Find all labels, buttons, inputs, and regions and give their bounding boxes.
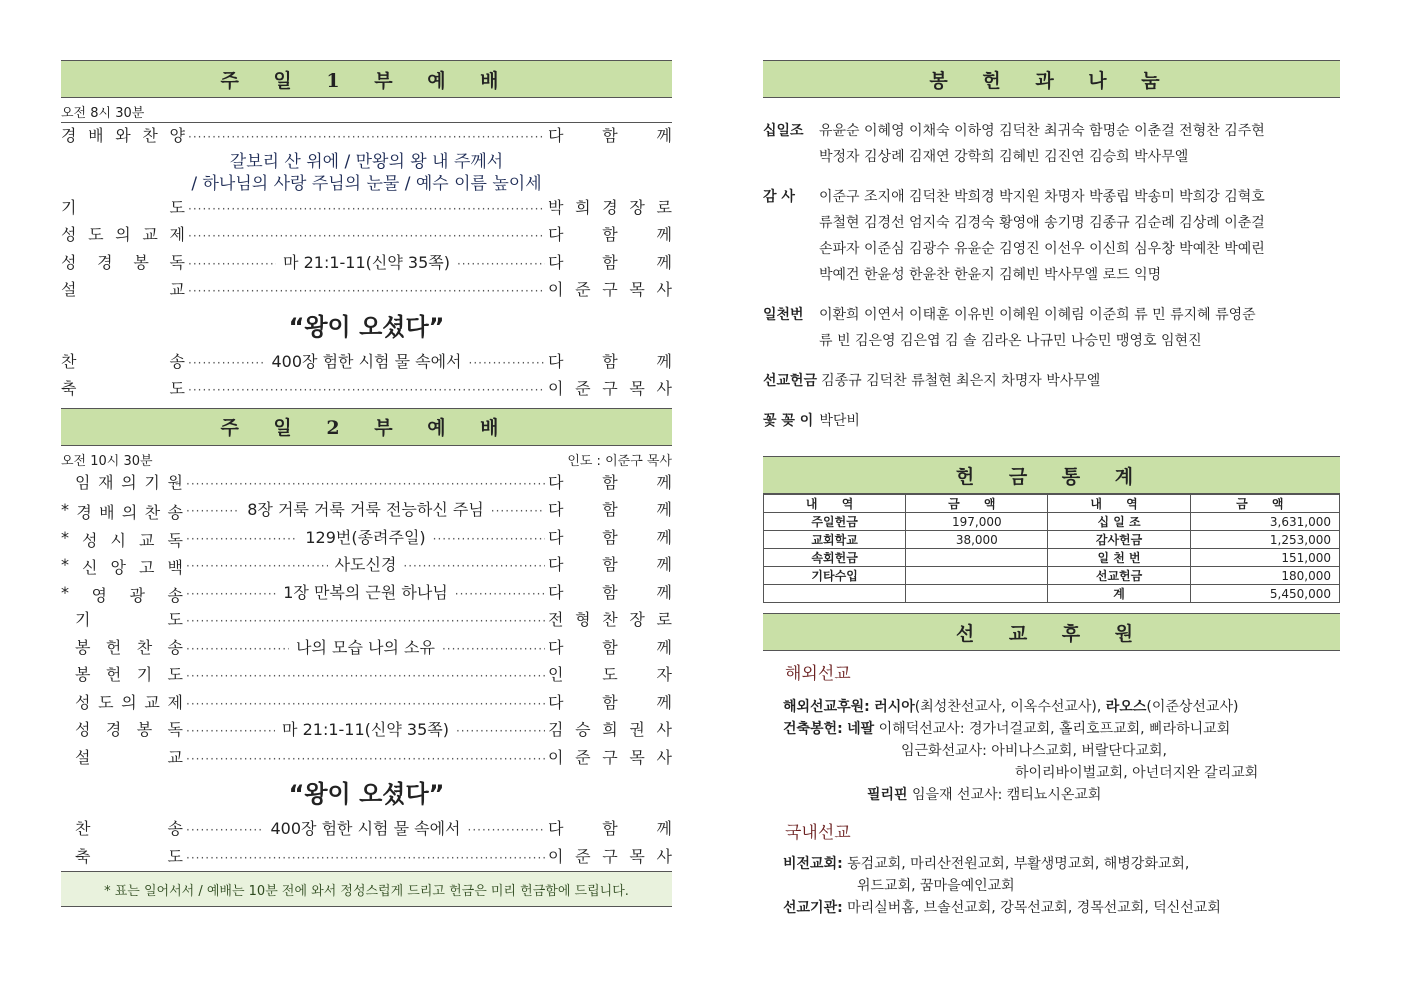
domestic-line-2: 위드교회, 꿈마을예인교회 [857, 878, 1015, 894]
table-cell: 속회헌금 [764, 549, 906, 567]
giving-list [763, 118, 1340, 434]
overseas-line-3: 임근화선교사: 아비나스교회, 버랄단다교회, [901, 743, 1167, 759]
leader-dots [186, 697, 545, 711]
service2-leader: 인도 : 이준구 목사 [567, 453, 672, 469]
tithe-names-2: 박정자 김상례 김재연 강학희 김혜빈 김진연 김승희 박사무엘 [819, 149, 1189, 165]
table-header-cell: 내 역 [764, 495, 906, 513]
order-label: 봉 헌 기 도 [75, 665, 183, 684]
leader-dots [188, 383, 545, 397]
order-detail: 마 21:1-11(신약 35쪽) [282, 720, 449, 739]
order-label: 찬 송 [75, 819, 183, 838]
order-person: 이 준 구 목 사 [548, 379, 672, 398]
tithe-label: 십일조 [763, 123, 804, 139]
leader-dots [455, 587, 545, 601]
order-label: 임 재 의 기 원 [75, 472, 183, 492]
leader-dots [469, 356, 546, 370]
leader-dots [186, 823, 264, 837]
giving-row-thanks [763, 184, 1340, 210]
flower-label: 꽃 꽂 이 [763, 413, 814, 429]
order-label: 성 도 의 교 제 [75, 692, 183, 712]
order-person: 다 함 께 [548, 555, 673, 574]
leader-dots [186, 559, 328, 573]
order-person: 이 준 구 목 사 [548, 280, 672, 299]
order-label: 찬 송 [61, 351, 185, 371]
praise-lyric-1: 갈보리 산 위에 / 만왕의 왕 내 주께서 [229, 151, 504, 172]
order-person: 다 함 께 [548, 692, 672, 712]
overseas-line-1: 해외선교후원: 러시아(최성찬선교사, 이옥수선교사), 라오스(이준상선교사) [783, 699, 1239, 715]
order-row [61, 844, 672, 872]
order-row [61, 525, 672, 553]
onethousand-label: 일천번 [763, 307, 804, 323]
leader-dots [188, 229, 545, 243]
leader-dots [186, 477, 545, 491]
order-row [61, 552, 672, 580]
table-cell: 십 일 조 [1048, 513, 1190, 531]
order-person: 다 함 께 [548, 351, 672, 371]
order-person: 인 도 자 [548, 665, 672, 684]
offering-stats-table [763, 494, 1340, 603]
mission-offering-names: 김종규 김덕찬 류철현 최은지 차명자 박사무엘 [821, 373, 1101, 389]
order-label: * 영 광 송 [61, 582, 183, 605]
table-cell: 계 [1048, 585, 1190, 603]
order-detail: 8장 거룩 거룩 거룩 전능하신 주님 [247, 500, 484, 519]
order-label: 설 교 [75, 747, 183, 767]
domestic-line-3: 선교기관: 마리실버홈, 브솔선교회, 강목선교회, 경목선교회, 덕신선교회 [783, 900, 1221, 916]
giving-row-onethousand [763, 302, 1340, 328]
order-row [61, 376, 672, 404]
order-label: * 신 앙 고 백 [61, 555, 183, 577]
giving-title: 봉 헌 과 나 눔 [763, 60, 1340, 98]
order-row [61, 277, 672, 305]
table-row [764, 531, 1340, 549]
service2-time: 오전 10시 30분 [61, 453, 153, 469]
order-person: 다 함 께 [548, 126, 672, 145]
table-row [764, 567, 1340, 585]
notice-bar: * 표는 일어서서 / 예배는 10분 전에 와서 정성스럽게 드리고 헌금은 미리 헌금함에 드립니다. [61, 871, 672, 907]
table-header-cell: 금 액 [906, 495, 1048, 513]
order-label: 성 경 봉 독 [61, 252, 185, 272]
order-row [61, 662, 672, 690]
leader-dots [186, 752, 545, 766]
order-row [61, 195, 672, 223]
tithe-names-1: 유윤순 이혜영 이채숙 이하영 김덕찬 최귀숙 함명순 이춘걸 전형찬 김주현 [819, 123, 1265, 139]
order-label: 축 도 [75, 846, 183, 866]
table-cell: 일 천 번 [1048, 549, 1190, 567]
order-label: 성 경 봉 독 [75, 720, 183, 739]
table-cell: 151,000 [1190, 549, 1339, 567]
order-person: 김 승 희 권 사 [548, 720, 672, 739]
leader-dots [188, 130, 545, 144]
overseas-line-5: 필리핀 임을재 선교사: 캠티뇨시온교회 [867, 787, 1102, 803]
table-cell [906, 585, 1048, 603]
leader-dots [403, 559, 545, 573]
order-person: 전 형 찬 장 로 [548, 610, 672, 629]
leader-dots [491, 504, 545, 518]
leader-dots [456, 724, 545, 738]
onethousand-names-1: 이환희 이연서 이태훈 이유빈 이혜원 이혜림 이준희 류 민 류지혜 류영준 [819, 307, 1256, 323]
order-person: 이 준 구 목 사 [548, 846, 672, 866]
table-cell: 5,450,000 [1190, 585, 1339, 603]
table-cell: 38,000 [906, 531, 1048, 549]
order-row [61, 635, 672, 663]
leader-dots [468, 823, 546, 837]
service1-title: 주 일 1 부 예 배 [61, 60, 672, 98]
domestic-mission-list [783, 853, 1340, 919]
table-cell: 감사헌금 [1048, 531, 1190, 549]
leader-dots [188, 257, 276, 271]
order-row [61, 250, 672, 278]
giving-row-mission [763, 368, 1340, 394]
table-header-cell: 내 역 [1048, 495, 1190, 513]
leader-dots [186, 614, 545, 628]
service1-time: 오전 8시 30분 [61, 106, 145, 121]
table-header-row [764, 495, 1340, 513]
table-cell: 197,000 [906, 513, 1048, 531]
order-row [61, 745, 672, 773]
order-person: 다 함 께 [548, 527, 672, 547]
order-detail: 400장 험한 시험 물 속에서 [270, 819, 461, 838]
service1-subheader [61, 102, 672, 123]
table-cell: 1,253,000 [1190, 531, 1339, 549]
order-row [61, 497, 672, 525]
order-row [61, 470, 672, 498]
mission-offering-label: 선교헌금 [763, 373, 818, 389]
service1-order-part1 [61, 123, 672, 151]
leader-dots [186, 642, 289, 656]
order-person: 다 함 께 [548, 819, 672, 838]
table-body [764, 513, 1340, 603]
order-label: * 경 배 의 찬 송 [61, 500, 183, 522]
leader-dots [186, 532, 298, 546]
service1-order-part3 [61, 349, 672, 404]
order-detail: 마 21:1-11(신약 35쪽) [283, 252, 450, 272]
order-detail: 1장 만복의 근원 하나님 [283, 582, 448, 602]
table-cell [764, 585, 906, 603]
service2-order-part1 [61, 470, 672, 773]
stats-title: 헌 금 통 계 [763, 456, 1340, 494]
thanks-names-2: 류철현 김경선 엄지숙 김경숙 황영애 송기명 김종규 김순례 김상례 이춘걸 [819, 215, 1265, 231]
onethousand-names-2: 류 빈 김은영 김은엽 김 솔 김라온 나규민 나승민 맹영호 임현진 [819, 333, 1202, 349]
right-column [763, 60, 1340, 919]
thanks-names-1: 이준구 조지애 김덕찬 박희경 박지원 차명자 박종립 박송미 박희강 김혁호 [819, 189, 1265, 205]
thanks-names-3: 손파자 이준심 김광수 유윤순 김영진 이선우 이신희 심우창 박예찬 박예린 [819, 241, 1265, 257]
giving-row-flower [763, 408, 1340, 434]
order-person: 다 함 께 [548, 582, 673, 602]
leader-dots [188, 356, 265, 370]
order-label: * 성 시 교 독 [61, 527, 183, 550]
order-person: 다 함 께 [548, 500, 673, 519]
leader-dots [433, 532, 545, 546]
order-row [61, 690, 672, 718]
leader-dots [188, 202, 545, 216]
order-label: 봉 헌 찬 송 [75, 637, 183, 657]
leader-dots [442, 642, 545, 656]
order-person: 이 준 구 목 사 [548, 747, 672, 767]
order-person: 다 함 께 [548, 252, 672, 272]
giving-row-tithe [763, 118, 1340, 144]
missions-title: 선 교 후 원 [763, 613, 1340, 651]
service2-order-part2 [61, 816, 672, 871]
leader-dots [457, 257, 545, 271]
order-label: 기 도 [75, 610, 183, 629]
order-row [61, 717, 672, 745]
table-cell: 180,000 [1190, 567, 1339, 585]
domestic-line-1: 비전교회: 동검교회, 마리산전원교회, 부활생명교회, 해병강화교회, [783, 856, 1190, 872]
table-cell: 3,631,000 [1190, 513, 1339, 531]
leader-dots [186, 504, 240, 518]
service2-title: 주 일 2 부 예 배 [61, 408, 672, 446]
thanks-names-4: 박예건 한윤성 한윤찬 한윤지 김혜빈 박사무엘 로드 익명 [819, 267, 1162, 283]
leader-dots [186, 669, 545, 683]
order-label: 경 배 와 찬 양 [61, 126, 185, 145]
table-cell [906, 549, 1048, 567]
service1-order-part2 [61, 195, 672, 305]
table-cell: 기타수입 [764, 567, 906, 585]
service2-sermon-title: “왕이 오셨다” [288, 780, 445, 808]
order-person: 다 함 께 [548, 225, 672, 244]
order-label: 성 도 의 교 제 [61, 225, 185, 244]
leader-dots [186, 587, 276, 601]
order-row [61, 816, 672, 844]
thanks-label: 감 사 [763, 189, 795, 205]
order-label: 기 도 [61, 197, 185, 217]
table-row [764, 585, 1340, 603]
order-label: 설 교 [61, 280, 185, 299]
order-label: 축 도 [61, 379, 185, 398]
order-detail: 129번(종려주일) [305, 527, 426, 547]
order-row [61, 123, 672, 151]
order-row [61, 580, 672, 608]
table-header-cell: 금 액 [1190, 495, 1339, 513]
flower-name: 박단비 [819, 413, 860, 429]
table-row [764, 513, 1340, 531]
order-row [61, 607, 672, 635]
praise-lyric-2: / 하나님의 사랑 주님의 눈물 / 예수 이름 높이세 [191, 173, 542, 194]
order-person: 다 함 께 [548, 472, 672, 492]
domestic-mission-heading: 국내선교 [785, 823, 851, 843]
overseas-line-2: 건축봉헌: 네팔 이해덕선교사: 경가너걸교회, 홀리호프교회, 삐라하니교회 [783, 721, 1231, 737]
order-row [61, 349, 672, 377]
overseas-line-4: 하이리바이벌교회, 아넌더지완 갈리교회 [1015, 765, 1259, 781]
order-row [61, 222, 672, 250]
overseas-mission-list [783, 696, 1340, 806]
table-cell [906, 567, 1048, 585]
leader-dots [186, 724, 275, 738]
leader-dots [188, 284, 545, 298]
order-person: 다 함 께 [548, 637, 672, 657]
order-detail: 나의 모습 나의 소유 [296, 637, 435, 657]
leader-dots [186, 851, 545, 865]
table-cell: 선교헌금 [1048, 567, 1190, 585]
order-detail: 400장 험한 시험 물 속에서 [271, 351, 462, 371]
service1-sermon-title: “왕이 오셨다” [288, 312, 445, 341]
table-row [764, 549, 1340, 567]
order-person: 박 희 경 장 로 [548, 197, 672, 217]
order-detail: 사도신경 [334, 555, 397, 574]
overseas-mission-heading: 해외선교 [785, 664, 851, 684]
giving-row-tithe-cont [763, 144, 1340, 170]
table-cell: 주일헌금 [764, 513, 906, 531]
table-cell: 교회학교 [764, 531, 906, 549]
left-column [61, 60, 672, 907]
service2-subheader [61, 450, 672, 470]
